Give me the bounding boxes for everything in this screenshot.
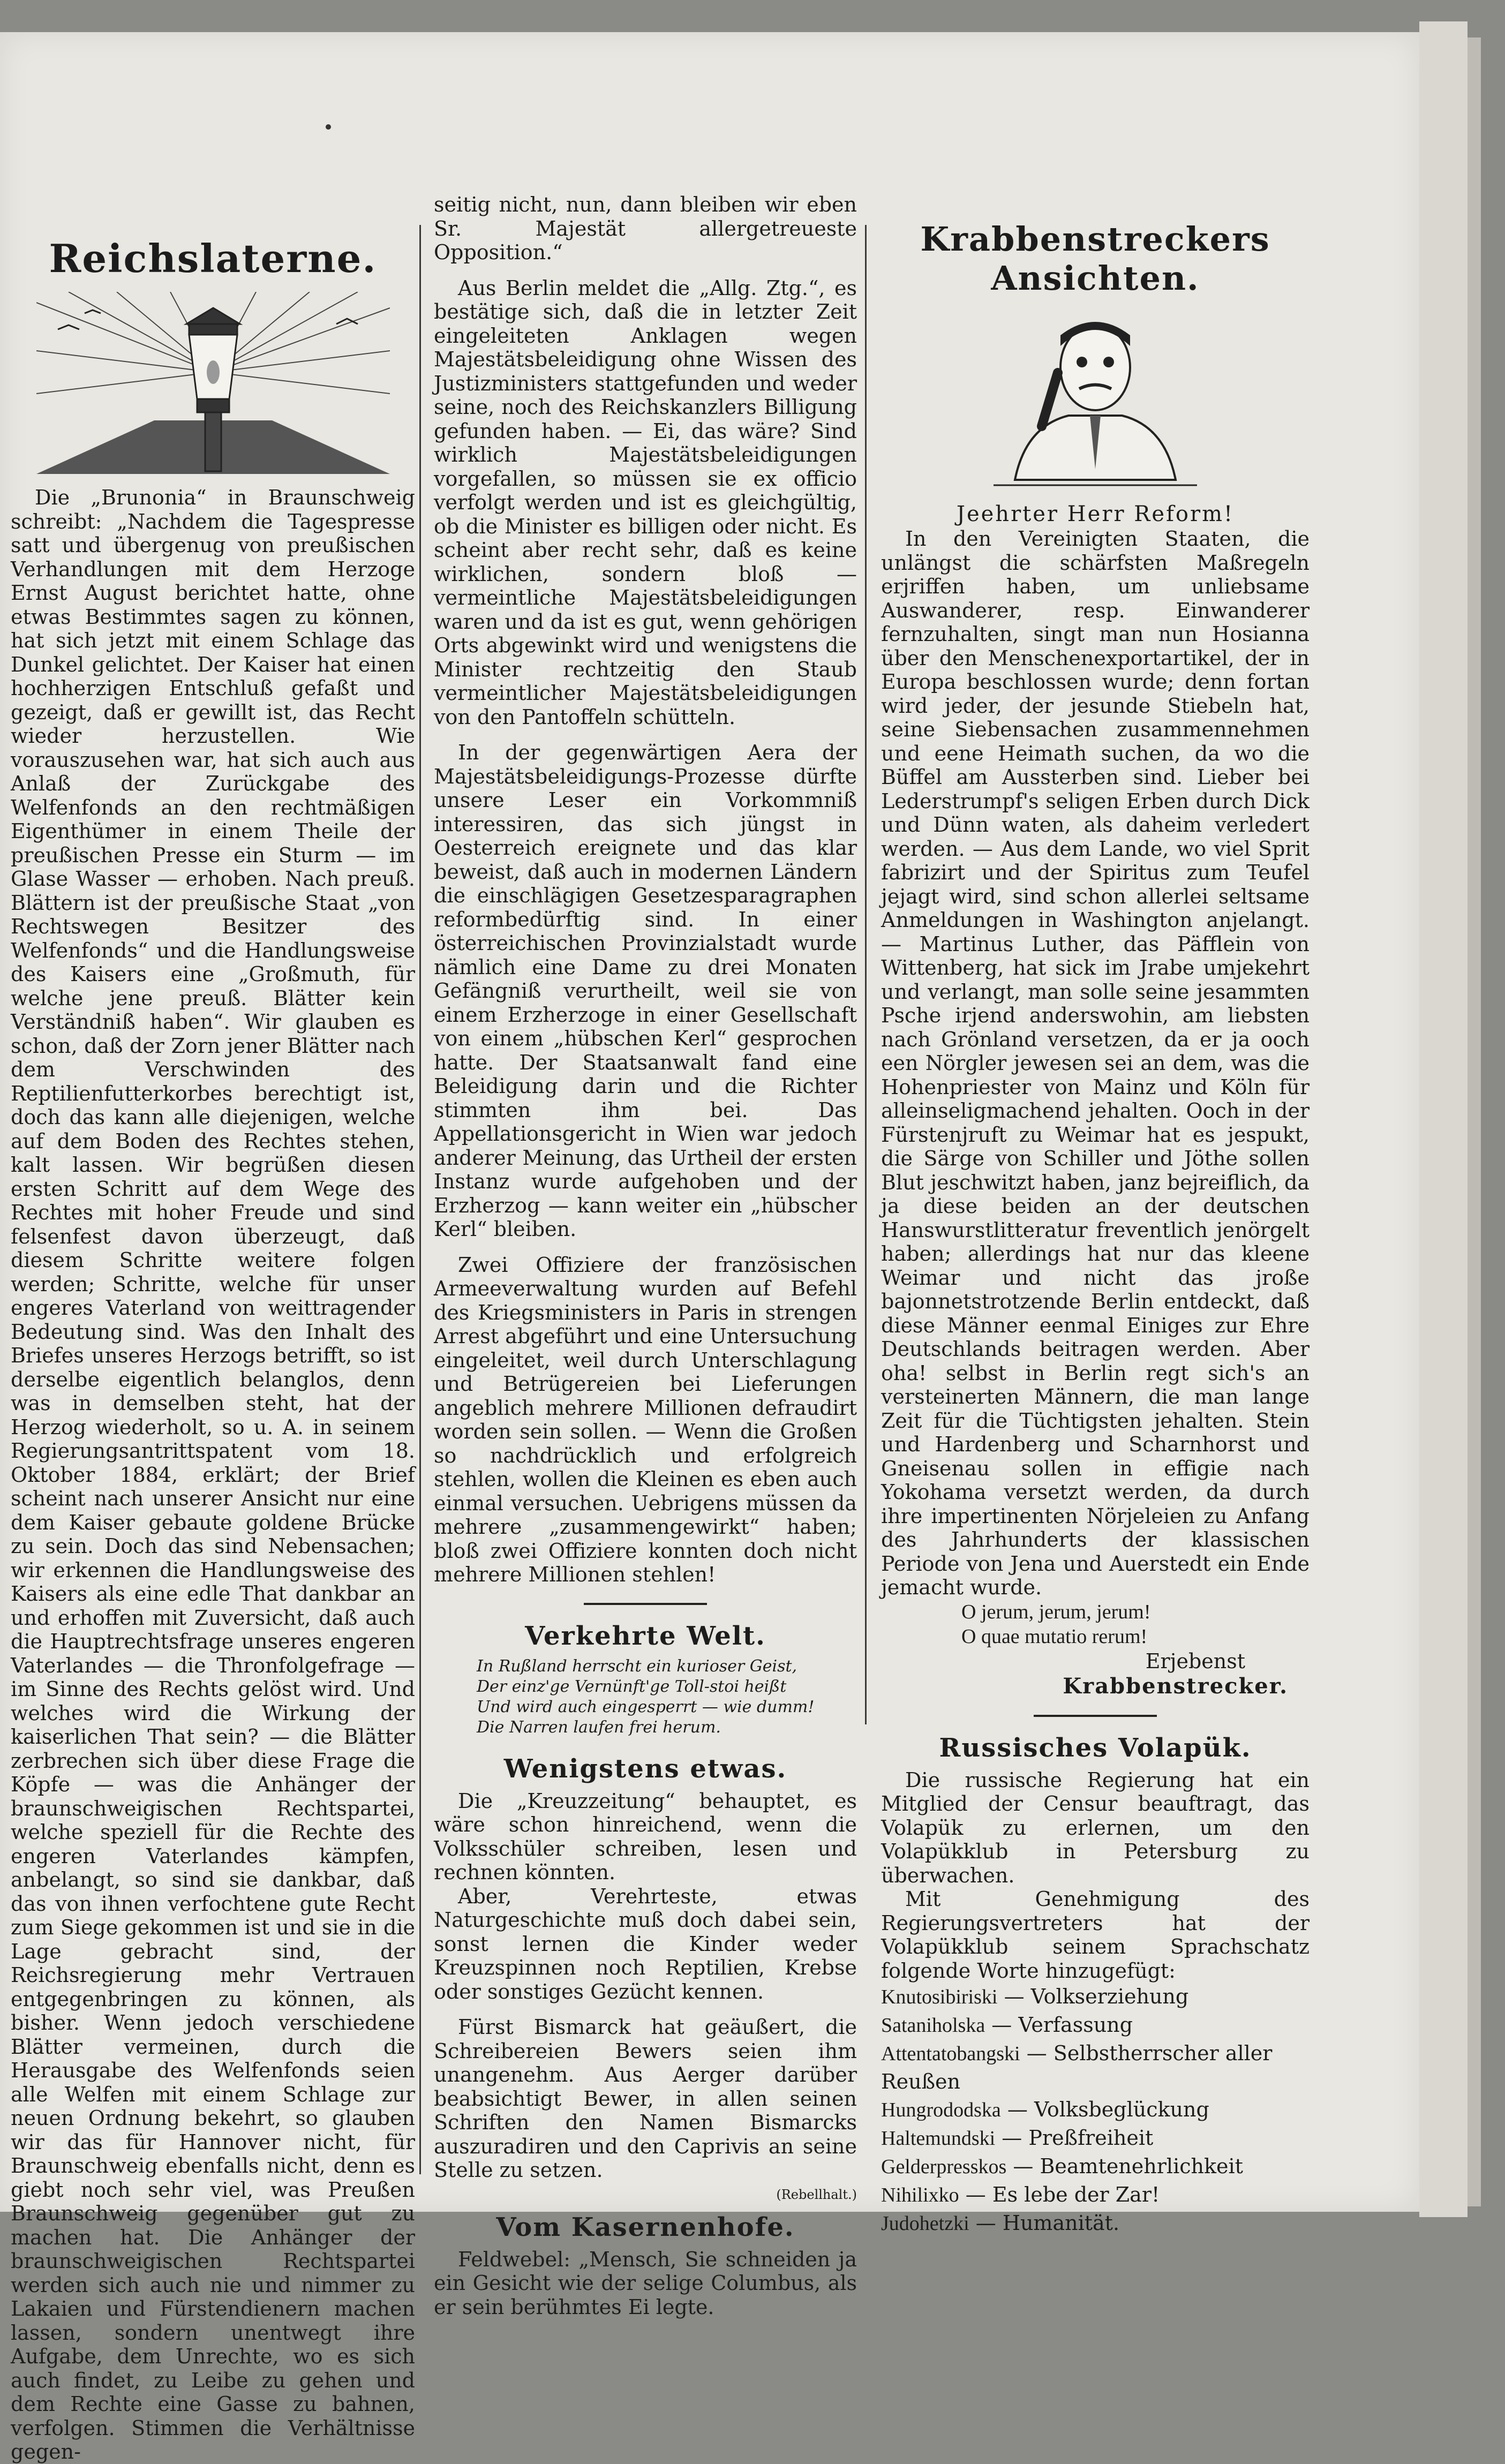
section-divider-right bbox=[1034, 1715, 1157, 1717]
newspaper-page bbox=[0, 32, 1419, 2463]
column-rule-right bbox=[865, 225, 867, 1724]
vocab-item bbox=[881, 1983, 1310, 2011]
verse-line-3: Und wird auch eingesperrt — wie dumm! bbox=[477, 1697, 815, 1716]
latin-line-2: O quae mutatio rerum! bbox=[961, 1625, 1148, 1648]
verse-line-4: Die Narren laufen frei herum. bbox=[477, 1717, 721, 1737]
vocab-word: Nihilixko bbox=[881, 2184, 959, 2206]
vocab-word: Judohetzki bbox=[881, 2212, 969, 2235]
vocab-meaning: — Volksbeglückung bbox=[1007, 2098, 1209, 2121]
article-bismarck: Fürst Bismarck hat geäußert, die Schreibereien Bewers seien ihm unangenehm. Aus Aerger darüber beabsichtigt Bewer, in allen seinen Schriften den Namen Bismarcks auszuradiren und den Caprivis an seine Stelle zu setzen. bbox=[434, 2015, 857, 2182]
column-3 bbox=[881, 209, 1310, 2237]
heading-kasernenhofe: Vom Kasernenhofe. bbox=[496, 2212, 795, 2242]
latin-line-1: O jerum, jerum, jerum! bbox=[961, 1600, 1151, 1623]
article-feldwebel: Feldwebel: „Mensch, Sie schneiden ja ein Gesicht wie der selige Columbus, als er sein berühmtes Ei legte. bbox=[434, 2247, 857, 2319]
vocab-word: Gelderpresskos bbox=[881, 2156, 1007, 2178]
vocab-meaning: — Selbstherrscher aller Reußen bbox=[881, 2041, 1273, 2093]
heading-wenigstens-etwas: Wenigstens etwas. bbox=[503, 1753, 787, 1784]
closing-erjebenst: Erjebenst bbox=[1145, 1649, 1245, 1673]
vocab-word: Haltemundski bbox=[881, 2127, 996, 2150]
salutation: Jeehrter Herr Reform! bbox=[956, 502, 1235, 526]
vocab-item bbox=[881, 2209, 1310, 2237]
article-naturgeschichte: Aber, Verehrteste, etwas Naturgeschichte muß doch dabei sein, sonst lernen die Kinder weder Kreuzspinnen noch Reptilien, Krebse oder sonstiges Gezücht kennen. bbox=[434, 1884, 857, 2003]
heading-russisches-volapuek: Russisches Volapük. bbox=[939, 1732, 1252, 1763]
vocab-item bbox=[881, 2124, 1310, 2152]
page-edge-shadow bbox=[1468, 37, 1481, 2206]
vocab-item bbox=[881, 2096, 1310, 2124]
article-volapuek: Die russische Regierung hat ein Mitglied der Censur beauftragt, das Volapük zu erlernen, um den Volapükklub in Petersburg zu überwachen. bbox=[881, 1768, 1310, 1887]
vocab-word: Sataniholska bbox=[881, 2014, 985, 2037]
caricature-illustration bbox=[994, 308, 1197, 491]
ink-dot bbox=[326, 124, 331, 130]
article-berlin: Aus Berlin meldet die „Allg. Ztg.“, es bestätige sich, daß die in letzter Zeit eingeleiteten Anklagen wegen Majestätsbeleidigung ohne Wissen des Justizministers stattgefunden und weder seine, noch des Reichskanzlers Billigung gefunden haben. — Ei, das wäre? Sind wirklich Majestätsbeleidigungen vorgefallen, so müssen sie ex officio verfolgt werden und ist es gleichgültig, ob die Minister es billigen oder nicht. Es scheint aber recht sehr, daß es keine wirklichen, sondern bloß — vermeintliche Majestätsbeleidigungen waren und da ist es gut, wenn gehörigen Orts abgewinkt wird und wenigstens die Minister rechtzeitig den Staub vermeintlicher Majestätsbeleidigungen von den Pantoffeln schütteln. bbox=[434, 276, 857, 729]
lantern-illustration bbox=[36, 292, 390, 474]
vocab-word: Attentatobangski bbox=[881, 2043, 1020, 2065]
article-brunonia: Die „Brunonia“ in Braunschweig schreibt: „Nachdem die Tagespresse satt und übergenug von preußischen Verhandlungen mit dem Herzoge Ernst August berichtet hatte, ohne etwas Bestimmtes sagen zu können, hat sich jetzt mit einem Schlage das Dunkel gelichtet. Der Kaiser hat einen hochherzigen Entschluß gefaßt und gezeigt, daß er gewillt ist, das Recht wieder herzustellen. Wie vorauszusehen war, hat sich auch aus Anlaß der Zurückgabe des Welfenfonds an den rechtmäßigen Eigenthümer in einem Theile der preußischen Presse ein Sturm — im Glase Wasser — erhoben. Nach preuß. Blättern ist der preußische Staat „von Rechtswegen Besitzer des Welfenfonds“ und die Handlungsweise des Kaisers eine „Großmuth, für welche jene preuß. Blätter kein Verständniß haben“. Wir glauben es schon, daß der Zorn jener Blätter nach dem Verschwinden des Reptilienfutterkorbes berechtigt ist, doch das kann alle diejenigen, welche auf dem Boden des Rechtes stehen, kalt lassen. Wir begrüßen diesen ersten Schritt auf dem Wege des Rechtes mit hoher Freude und sind felsenfest davon überzeugt, daß diesem Schritte weitere folgen werden; Schritte, welche für unser engeres Vaterland von weittragender Bedeutung sind. Was den Inhalt des Briefes unseres Herzogs betrifft, so ist derselbe eigentlich belanglos, denn was in demselben steht, hat der Herzog wiederholt, so u. A. in seinem Regierungsantrittspatent vom 18. Oktober 1884, erklärt; der Brief scheint nach unserer Ansicht nur eine dem Kaiser gebaute goldene Brücke zu sein. Doch das sind Nebensachen; wir erkennen die Handlungsweise des Kaisers als eine edle That dankbar an und erhoffen mit Zuversicht, daß auch die Hauptrechtsfrage unseres engeren Vaterlandes — die Thronfolgefrage — im Sinne des Rechts gelöst wird. Und welches wird die Wirkung der kaiserlichen That sein? — die Blätter zerbrechen sich über diese Frage die Köpfe — was die Anhänger der braunschweigischen Rechtspartei, welche speziell für die Rechte des engeren Vaterlandes kämpfen, anbelangt, so sind sie dankbar, daß das von ihnen verfochtene gute Recht zum Siege gekommen ist und sie in die Lage gebracht sind, der Reichsregierung mehr Vertrauen entgegenbringen zu können, als bisher. Wenn jedoch verschiedene Blätter vermeinen, durch die Herausgabe des Welfenfonds seien alle Welfen mit einem Schlage zur neuen Ordnung bekehrt, so glauben wir das für Hannover nicht, für Braunschweig ebenfalls nicht, denn es giebt noch sehr viel, was Preußen Braunschweig gegenüber gut zu machen hat. Die Anhänger der braunschweigischen Rechtspartei werden sich auch nie und nimmer zu Lakaien und Fürstendienern machen lassen, sondern unentwegt ihre Aufgabe, dem Unrechte, wo es sich auch findet, zu Leibe zu gehen und dem Rechte eine Gasse zu bahnen, verfolgen. Stimmen die Verhältnisse gegen- bbox=[11, 486, 415, 2463]
vocab-meaning: — Beamtenehrlichkeit bbox=[1013, 2154, 1243, 2178]
title-krabbenstreckers: Krabbenstreckers Ansichten. bbox=[920, 220, 1270, 298]
column-2 bbox=[434, 193, 857, 2319]
column-rule-left bbox=[419, 225, 421, 2174]
page-edge bbox=[1419, 21, 1468, 2217]
vocab-word: Knutosibiriski bbox=[881, 1986, 998, 2008]
article-continuation: seitig nicht, nun, dann bleiben wir eben Sr. Majestät allergetreueste Opposition.“ bbox=[434, 193, 857, 264]
vocab-item bbox=[881, 2011, 1310, 2039]
source-rebellhalt: (Rebellhalt.) bbox=[776, 2187, 857, 2202]
vocab-meaning: — Es lebe der Zar! bbox=[965, 2183, 1160, 2206]
column-1 bbox=[11, 214, 415, 2464]
vocab-item bbox=[881, 2181, 1310, 2209]
title-reichslaterne: Reichslaterne. bbox=[49, 236, 377, 281]
article-offiziere: Zwei Offiziere der französischen Armeeverwaltung wurden auf Befehl des Kriegsministers in Paris in strengen Arrest abgeführt und eine Untersuchung eingeleitet, weil durch Unterschlagung und Betrügereien bei Lieferungen angeblich mehrere Millionen defraudirt worden sein sollen. — Wenn die Großen so nachdrücklich und erfolgreich stehlen, wollen die Kleinen es eben auch einmal versuchen. Uebrigens müssen da mehrere „zusammengewirkt“ haben; bloß zwei Offiziere konnten doch nicht mehrere Millionen stehlen! bbox=[434, 1253, 857, 1586]
vocab-list bbox=[881, 1983, 1310, 2237]
vocab-meaning: — Humanität. bbox=[975, 2211, 1120, 2235]
verse-line-1: In Rußland herrscht ein kurioser Geist, bbox=[477, 1656, 797, 1676]
vocab-item bbox=[881, 2152, 1310, 2181]
article-majestaetsbeleidigung: In der gegenwärtigen Aera der Majestätsbeleidigungs-Prozesse dürfte unsere Leser ein Vorkommniß interessiren, das sich jüngst in Oesterreich ereignete und das klar beweist, daß auch in modernen Ländern die einschlägigen Gesetzesparagraphen reformbedürftig sind. In einer österreichischen Provinzialstadt wurde nämlich eine Dame zu drei Monaten Gefängniß verurtheilt, weil sie von einem Erzherzoge in einer Gesellschaft von einem „hübschen Kerl“ gesprochen hatte. Der Staatsanwalt fand eine Beleidigung darin und die Richter stimmten ihm bei. Das Appellationsgericht in Wien war jedoch anderer Meinung, das Urtheil der ersten Instanz wurde aufgehoben und der Erzherzog — kann weiter ein „hübscher Kerl“ bleiben. bbox=[434, 741, 857, 1241]
article-genehmigung: Mit Genehmigung des Regierungsvertreters hat der Volapükklub seinem Sprachschatz folgende Worte hinzugefügt: bbox=[881, 1887, 1310, 1983]
vocab-word: Hungrododska bbox=[881, 2099, 1001, 2121]
article-ansichten: In den Vereinigten Staaten, die unlängst die schärfsten Maßregeln erjriffen haben, um unliebsame Auswanderer, resp. Einwanderer fernzuhalten, singt man nun Hosianna über den Menschenexportartikel, der in Europa beschlossen wurde; denn fortan wird jeder, der jesunde Stiebeln hat, seine Siebensachen zusammennehmen und eene Heimath suchen, da wo die Büffel am Aussterben sind. Lieber bei Lederstrumpf's seligen Erben durch Dick und Dünn waten, als daheim verledert werden. — Aus dem Lande, wo viel Sprit fabrizirt und der Spiritus zum Teufel jejagt wird, sind schon allerlei seltsame Anmeldungen in Washington anjelangt. — Martinus Luther, das Päfflein von Wittenberg, hat sick im Jrabe umjekehrt und verlangt, man solle seine jesammten Psche irjend anderswohin, am liebsten nach Grönland versetzen, da er ja ooch een Nörgler jewesen sei an dem, was die Hohenpriester von Mainz und Köln für alleinseligmachend jehalten. Ooch in der Fürstenjruft zu Weimar hat es jespukt, die Särge von Schiller und Jöthe sollen Blut jeschwitzt haben, janz bejreiflich, da ja diese beiden an der deutschen Hanswurstlitteratur freventlich jenörgelt haben; allerdings hat nur das kleene Weimar und nicht das jroße bajonnetstrotzende Berlin entdeckt, daß diese Männer eenmal Einiges zur Ehre Deutschlands beitragen werden. Aber oha! selbst in Berlin regt sich's an versteinerten Männern, die man lange Zeit für die Tüchtigsten jehalten. Stein und Hardenberg und Scharnhorst und Gneisenau sollen in effigie nach Yokohama versetzt werden, da durch ihre impertinenten Nörjeleien zu Anfang des Jahrhunderts der klassischen Periode von Jena und Auerstedt ein Ende jemacht wurde. bbox=[881, 527, 1310, 1599]
section-divider bbox=[584, 1603, 707, 1605]
heading-verkehrte-welt: Verkehrte Welt. bbox=[525, 1621, 766, 1651]
article-kreuzzeitung: Die „Kreuzzeitung“ behauptet, es wäre schon hinreichend, wenn die Volksschüler schreiben, lesen und rechnen könnten. bbox=[434, 1789, 857, 1884]
signature-krabbenstrecker: Krabbenstrecker. bbox=[1063, 1673, 1288, 1699]
verse-line-2: Der einz'ge Vernünft'ge Toll-stoi heißt bbox=[477, 1677, 787, 1696]
vocab-meaning: — Preßfreiheit bbox=[1002, 2126, 1154, 2150]
vocab-meaning: — Volkserziehung bbox=[1004, 1985, 1189, 2008]
vocab-meaning: — Verfassung bbox=[991, 2013, 1133, 2037]
vocab-item bbox=[881, 2039, 1310, 2096]
